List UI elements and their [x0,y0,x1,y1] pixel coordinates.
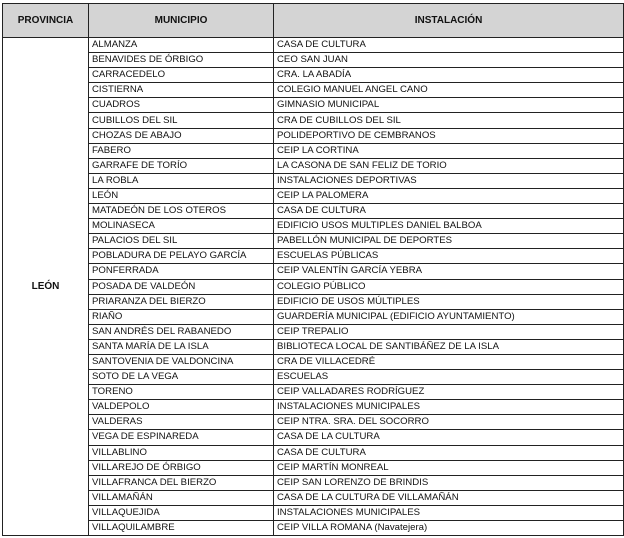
instalacion-cell: EDIFICIO DE USOS MÚLTIPLES [274,294,624,309]
table-row [3,324,624,339]
table-row [3,415,624,430]
table-row [3,521,624,536]
instalacion-cell: CEIP LA PALOMERA [274,188,624,203]
header-row [3,4,624,38]
municipio-cell: POSADA DE VALDEÓN [89,279,274,294]
instalacion-cell: CASA DE CULTURA [274,204,624,219]
table-row [3,339,624,354]
municipio-cell: VILLAQUEJIDA [89,505,274,520]
municipio-cell: VEGA DE ESPINAREDA [89,430,274,445]
municipio-cell: GARRAFE DE TORÍO [89,158,274,173]
table-row [3,309,624,324]
table-row [3,68,624,83]
table-row [3,279,624,294]
instalacion-cell: CRA. LA ABADÍA [274,68,624,83]
instalacion-cell: LA CASONA DE SAN FELIZ DE TORIO [274,158,624,173]
instalacion-cell: CEIP VALENTÍN GARCÍA YEBRA [274,264,624,279]
instalacion-cell: CEIP SAN LORENZO DE BRINDIS [274,475,624,490]
instalacion-cell: CASA DE LA CULTURA [274,430,624,445]
table-row [3,460,624,475]
municipio-cell: RIAÑO [89,309,274,324]
municipio-cell: SAN ANDRÉS DEL RABANEDO [89,324,274,339]
instalacion-cell: INSTALACIONES DEPORTIVAS [274,173,624,188]
instalacion-cell: BIBLIOTECA LOCAL DE SANTIBÁÑEZ DE LA ISLA [274,339,624,354]
header-instalacion: INSTALACIÓN [274,4,624,38]
municipio-cell: TORENO [89,385,274,400]
table-row [3,128,624,143]
installations-table [2,3,624,536]
table-row [3,38,624,53]
instalacion-cell: CEIP LA CORTINA [274,143,624,158]
table-row [3,83,624,98]
table-header [3,4,624,38]
table-row [3,400,624,415]
municipio-cell: VILLAMAÑÁN [89,490,274,505]
instalacion-cell: CASA DE CULTURA [274,38,624,53]
municipio-cell: VILLABLINO [89,445,274,460]
instalacion-cell: CRA DE VILLACEDRÉ [274,354,624,369]
municipio-cell: CARRACEDELO [89,68,274,83]
instalacion-cell: GIMNASIO MUNICIPAL [274,98,624,113]
municipio-cell: SANTOVENIA DE VALDONCINA [89,354,274,369]
municipio-cell: SOTO DE LA VEGA [89,370,274,385]
instalacion-cell: CEIP NTRA. SRA. DEL SOCORRO [274,415,624,430]
instalacion-cell: ESCUELAS PÚBLICAS [274,249,624,264]
provincia-cell: LEÓN [3,38,89,536]
instalacion-cell: PABELLÓN MUNICIPAL DE DEPORTES [274,234,624,249]
municipio-cell: MATADEÓN DE LOS OTEROS [89,204,274,219]
instalacion-cell: CASA DE LA CULTURA DE VILLAMAÑÁN [274,490,624,505]
table-row [3,53,624,68]
table-row [3,490,624,505]
table-row [3,385,624,400]
table-row [3,173,624,188]
municipio-cell: VILLAREJO DE ÓRBIGO [89,460,274,475]
header-provincia: PROVINCIA [3,4,89,38]
table-row [3,354,624,369]
municipio-cell: PONFERRADA [89,264,274,279]
table-row [3,430,624,445]
municipio-cell: FABERO [89,143,274,158]
instalacion-cell: CEIP MARTÍN MONREAL [274,460,624,475]
instalacion-cell: COLEGIO PÚBLICO [274,279,624,294]
instalacion-cell: CEIP VALLADARES RODRÍGUEZ [274,385,624,400]
instalacion-cell: CRA DE CUBILLOS DEL SIL [274,113,624,128]
municipio-cell: MOLINASECA [89,219,274,234]
municipio-cell: VILLAFRANCA DEL BIERZO [89,475,274,490]
municipio-cell: POBLADURA DE PELAYO GARCÍA [89,249,274,264]
municipio-cell: SANTA MARÍA DE LA ISLA [89,339,274,354]
municipio-cell: PALACIOS DEL SIL [89,234,274,249]
table-row [3,264,624,279]
municipio-cell: CUADROS [89,98,274,113]
table-row [3,98,624,113]
instalacion-cell: INSTALACIONES MUNICIPALES [274,505,624,520]
instalacion-cell: CEO SAN JUAN [274,53,624,68]
installations-table-wrapper [2,3,623,536]
municipio-cell: BENAVIDES DE ÓRBIGO [89,53,274,68]
table-row [3,249,624,264]
table-row [3,505,624,520]
instalacion-cell: CASA DE CULTURA [274,445,624,460]
table-row [3,234,624,249]
instalacion-cell: CEIP TREPALIO [274,324,624,339]
table-row [3,188,624,203]
table-row [3,370,624,385]
instalacion-cell: COLEGIO MANUEL ANGEL CANO [274,83,624,98]
instalacion-cell: POLIDEPORTIVO DE CEMBRANOS [274,128,624,143]
municipio-cell: ALMANZA [89,38,274,53]
municipio-cell: PRIARANZA DEL BIERZO [89,294,274,309]
table-row [3,475,624,490]
municipio-cell: LEÓN [89,188,274,203]
municipio-cell: VILLAQUILAMBRE [89,521,274,536]
table-row [3,204,624,219]
table-row [3,219,624,234]
instalacion-cell: EDIFICIO USOS MULTIPLES DANIEL BALBOA [274,219,624,234]
instalacion-cell: CEIP VILLA ROMANA (Navatejera) [274,521,624,536]
table-row [3,158,624,173]
table-row [3,294,624,309]
table-row [3,113,624,128]
municipio-cell: LA ROBLA [89,173,274,188]
table-row [3,143,624,158]
municipio-cell: VALDEPOLO [89,400,274,415]
municipio-cell: CISTIERNA [89,83,274,98]
municipio-cell: VALDERAS [89,415,274,430]
header-municipio: MUNICIPIO [89,4,274,38]
table-body [3,38,624,536]
instalacion-cell: INSTALACIONES MUNICIPALES [274,400,624,415]
municipio-cell: CHOZAS DE ABAJO [89,128,274,143]
instalacion-cell: ESCUELAS [274,370,624,385]
instalacion-cell: GUARDERÍA MUNICIPAL (EDIFICIO AYUNTAMIENTO) [274,309,624,324]
table-row [3,445,624,460]
municipio-cell: CUBILLOS DEL SIL [89,113,274,128]
